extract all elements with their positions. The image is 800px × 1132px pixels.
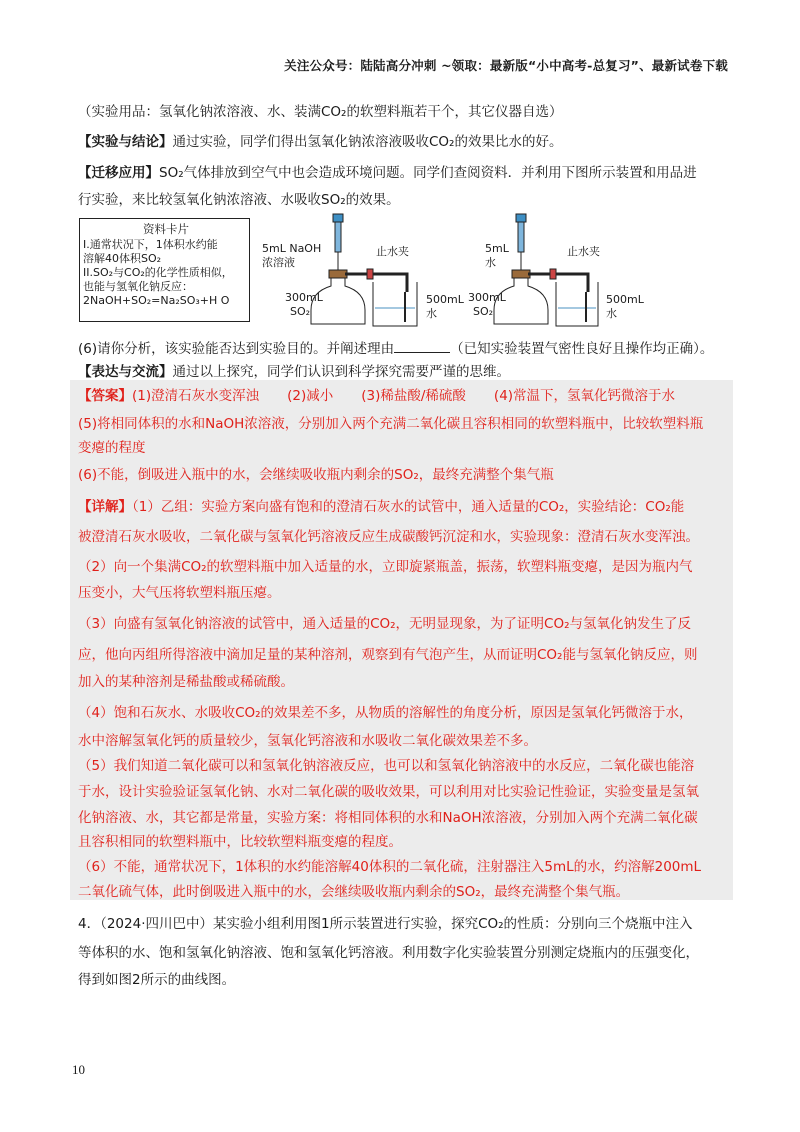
conclusion-tag: 【实验与结论】 [78,134,173,150]
detail-6-line-2: 二氧化硫气体，此时倒吸进入瓶中的水，会继续吸收瓶内剩余的SO₂，最终充满整个集气瓶。 [78,884,630,900]
right-flask-label: 300mL [468,291,506,304]
left-clamp-label: 止水夹 [376,245,409,258]
answer-6: (6)不能，倒吸进入瓶中的水，会继续吸收瓶内剩余的SO₂，最终充满整个集气瓶 [78,467,554,483]
answer-line-1 [78,386,675,406]
info-card-line: I.通常状况下，1体积水约能 [83,238,218,251]
materials-line: （实验用品：氢氧化钠浓溶液、水、装满CO₂的软塑料瓶若干个，其它仪器自选） [78,104,563,120]
question-4-line-2: 等体积的水、饱和氢氧化钠溶液、饱和氢氧化钙溶液。利用数字化实验装置分别测定烧瓶内的压强变化， [78,945,699,961]
left-liquid-label: 水 [426,307,437,320]
expression-line [78,362,510,382]
detail-1-line-1 [78,497,684,517]
detail-1-line-2: 被澄清石灰水吸收，二氧化碳与氢氧化钙溶液反应生成碳酸钙沉淀和水，实验现象：澄清石灰水变浑浊。 [78,529,699,545]
info-card-line: 也能与氢氧化钠反应： [83,280,193,293]
info-card [79,218,250,322]
page-header: 关注公众号：陆陆高分冲刺 ~领取：最新版“小中高考-总复习”、最新试卷下载 [284,58,728,73]
right-clamp-label: 止水夹 [567,245,600,258]
detail-3-line-2: 应，他向丙组所得溶液中滴加足量的某种溶剂，观察到有气泡产生，从而证明CO₂能与氢氧化钠反应，则 [78,647,698,663]
detail-5-line-4: 且容积相同的软塑料瓶中，比较软塑料瓶变瘪的程度。 [78,834,402,850]
left-syringe-label-2: 浓溶液 [262,256,295,269]
detail-5-line-3: 化钠溶液、水，其它都是常量，实验方案：将相同体积的水和NaOH浓溶液，分别加入两个充满二氧化碳 [78,810,698,826]
question-4-line-3: 得到如图2所示的曲线图。 [78,972,236,988]
detail-2-line-1: （2）向一个集满CO₂的软塑料瓶中加入适量的水，立即旋紧瓶盖，振荡，软塑料瓶变瘪，是因为瓶内气 [78,559,693,575]
question-6 [78,339,713,359]
detail-4-line-1: （4）饱和石灰水、水吸收CO₂的效果差不多，从物质的溶解性的角度分析，原因是氢氧化钙微溶于水， [78,705,693,721]
answer-5-line-2: 变瘪的程度 [78,440,146,456]
detail-3-line-3: 加入的某种溶剂是稀盐酸或稀硫酸。 [78,674,294,690]
apparatus-left-diagram [255,212,470,332]
answer-blank [394,340,450,353]
info-card-line: 溶解40体积SO₂ [83,252,162,265]
answer-1: (1)澄清石灰水变浑浊 [132,388,260,404]
left-syringe-label: 5mL NaOH [262,242,322,255]
detail-2-line-2: 压变小，大气压将软塑料瓶压瘪。 [78,585,281,601]
detail-4-line-2: 水中溶解氢氧化钙的质量较少，氢氧化钙溶液和水吸收二氧化碳效果差不多。 [78,733,537,749]
left-beaker-label: 500mL [426,293,464,306]
info-card-title: 资料卡片 [143,222,189,236]
detail-tag: 【详解】 [78,499,132,515]
expression-text: 通过以上探究，同学们认识到科学探究需要严谨的思维。 [172,364,510,380]
transfer-tag: 【迁移应用】 [78,165,159,181]
info-card-line: II.SO₂与CO₂的化学性质相似， [83,266,233,279]
detail-1-text: （1）乙组：实验方案向盛有饱和的澄清石灰水的试管中，通入适量的CO₂，实验结论：CO₂能 [132,499,685,515]
info-card-line: 2NaOH+SO₂=Na₂SO₃+H O [83,294,230,307]
answer-tag: 【答案】 [78,388,132,404]
apparatus-right-diagram [478,212,693,332]
question-6-note: （已知实验装置气密性良好且操作均正确）。 [450,341,714,357]
transfer-line-2: 行实验，来比较氢氧化钠浓溶液、水吸收SO₂的效果。 [78,192,400,208]
question-4-line-1: 4．（2024·四川巴中）某实验小组利用图1所示装置进行实验，探究CO₂的性质：分别向三个烧瓶中注入 [78,916,693,932]
detail-5-line-2: 于水，设计实验验证氢氧化钠、水对二氧化碳的吸收效果，可以利用对比实验记性验证，实验变量是氢氧 [78,784,699,800]
right-gas-label: SO₂ [473,305,494,318]
answer-3: (3)稀盐酸/稀硫酸 [361,388,466,404]
expression-tag: 【表达与交流】 [78,364,173,380]
left-gas-label: SO₂ [290,305,311,318]
left-flask-label: 300mL [285,291,323,304]
transfer-line [78,163,697,183]
detail-3-line-1: （3）向盛有氢氧化钠溶液的试管中，通入适量的CO₂，无明显现象，为了证明CO₂与氢氧化钠发生了反 [78,616,692,632]
right-syringe-label-2: 水 [485,256,496,269]
answer-2: (2)减小 [287,388,334,404]
page-number: 10 [72,1062,85,1077]
right-syringe-label: 5mL [485,242,509,255]
answer-4: (4)常温下，氢氧化钙微溶于水 [493,388,676,404]
answer-5-line-1: (5)将相同体积的水和NaOH浓溶液，分别加入两个充满二氧化碳且容积相同的软塑料瓶中，比较软塑料瓶 [78,416,704,432]
detail-5-line-1: （5）我们知道二氧化碳可以和氢氧化钠溶液反应，也可以和氢氧化钠溶液中的水反应，二氧化碳也能溶 [78,758,695,774]
right-beaker-label: 500mL [606,293,644,306]
conclusion-line [78,132,562,152]
right-liquid-label: 水 [606,307,617,320]
question-6-text: (6)请你分析，该实验能否达到实验目的。并阐述理由 [78,341,395,357]
transfer-text: SO₂气体排放到空气中也会造成环境问题。同学们查阅资料．并利用下图所示装置和用品进 [159,165,697,181]
conclusion-text: 通过实验，同学们得出氢氧化钠浓溶液吸收CO₂的效果比水的好。 [172,134,563,150]
detail-6-line-1: （6）不能，通常状况下，1体积的水约能溶解40体积的二氧化硫，注射器注入5mL的水，约溶解200mL [78,859,702,875]
